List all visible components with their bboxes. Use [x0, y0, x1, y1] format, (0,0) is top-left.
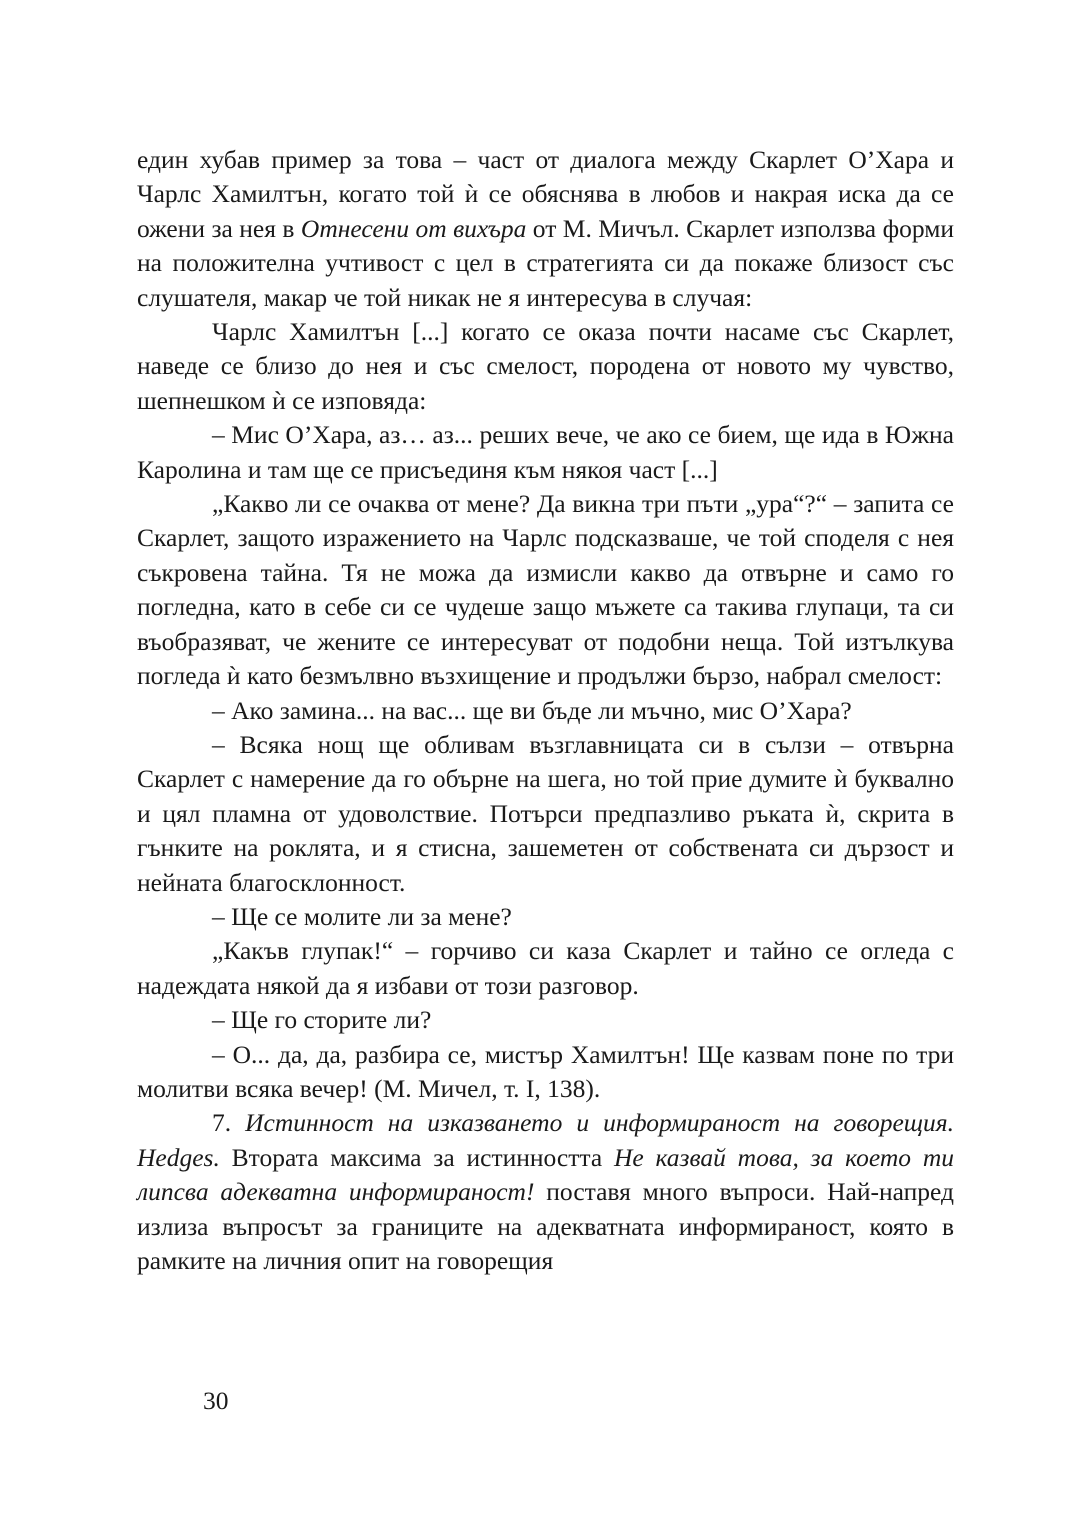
text-run: Втората максима за истинността: [219, 1142, 614, 1172]
dialogue-line: – Ще се молите ли за мене?: [212, 901, 512, 931]
quote-paragraph: Чарлс Хамилтън [...] когато се оказа почти насаме със Скарлет, наведе се близо до нея и със смелост, породена от новото му чувство, шепнешком ѝ се изповяда:: [137, 317, 954, 415]
maxim-text: Не казвай това, за което ти липсва адекватна информираност!: [137, 1142, 954, 1207]
paragraph-intro: [137, 143, 954, 315]
section-heading: Истинност на изказването и информираност на говорещия. Hedges.: [137, 1108, 954, 1172]
section-number: 7.: [212, 1108, 246, 1138]
dialogue-line: – Мис О’Хара, аз… аз... реших вече, че ако се бием, ще ида в Южна Каролина и там ще се присъединя към някоя част [...]: [137, 420, 954, 484]
dialogue-line: – Всяка нощ ще обливам възглавницата си в сълзи – отвърна Скарлет с намерение да го обърне на шега, но той прие думите ѝ буквално и цял пламна от удоволствие. Потърси предпазливо ръката ѝ, скрита в гънките на роклята, и я стисна, зашеметен от собствената си дързост и нейната благосклонност.: [137, 729, 954, 897]
body-text: [137, 143, 954, 1278]
section-paragraph: [137, 1106, 954, 1278]
quote-paragraph: „Какъв глупак!“ – горчиво си каза Скарлет и тайно се огледа с надеждата някой да я избави от този разговор.: [137, 936, 954, 1000]
dialogue-line: – Ще го сторите ли?: [212, 1005, 432, 1035]
page-number: 30: [203, 1386, 229, 1415]
quote-paragraph: „Какво ли се очаква от мене? Да викна три пъти „ура“?“ – запита се Скарлет, защото изражението на Чарлс подсказваше, че той споделя с нея съкровена тайна. Тя не можа да измисли какво да отвърне и само го погледна, като в себе си се чудеше защо мъжете са такива глупаци, та си въобразяват, че жените се интересуват от подобни неща. Той изтълкува погледа ѝ като безмълвно възхищение и продължи бързо, набрал смелост:: [137, 489, 954, 691]
text-run: един хубав пример за това – част от диалога между Скарлет О’Хара и Чарлс Хамилтън, когато той ѝ се обяснява в любов и накрая иска да се ожени за нея в: [137, 145, 954, 243]
dialogue-line: – Ако замина... на вас... ще ви бъде ли мъчно, мис О’Хара?: [212, 695, 852, 725]
dialogue-line: – О... да, да, разбира се, мистър Хамилтън! Ще казвам поне по три молитви всяка вечер! (М. Мичел, т. I, 138).: [137, 1039, 954, 1103]
text-run: от М. Мичъл. Скарлет използва форми на положителна учтивост с цел в стратегията си да покаже близост със слушателя, макар че той никак не я интересува в случая:: [137, 213, 954, 312]
book-title: Отнесени от вихъра: [300, 213, 527, 243]
text-run: поставя много въпроси. Най-напред излиза въпросът за границите на адекватната информираност, която в рамките на личния опит на говорещия: [137, 1177, 954, 1275]
